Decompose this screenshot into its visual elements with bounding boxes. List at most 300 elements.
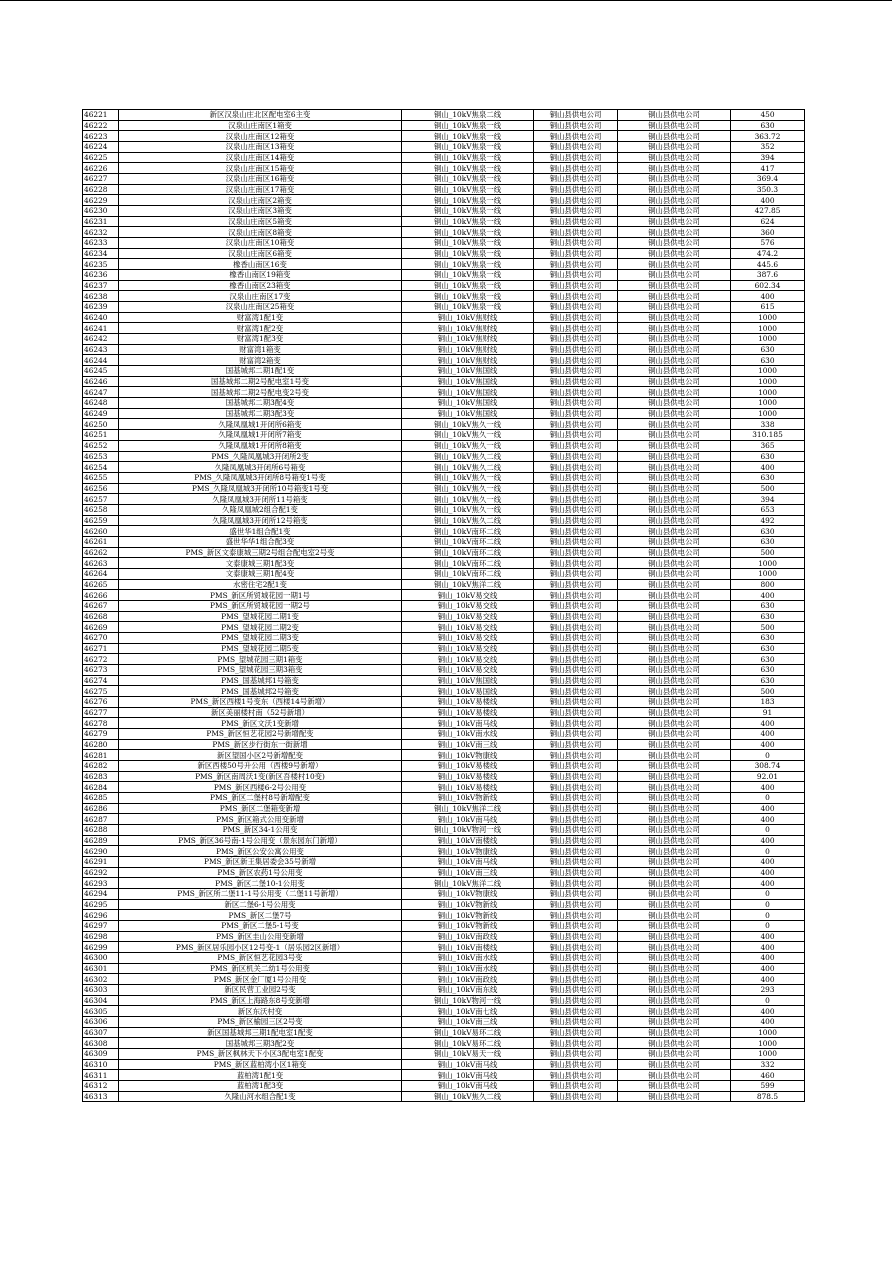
- feeder-line-cell: 铜山_10kV易楼线: [402, 760, 534, 771]
- unit-cell: 铜山县供电公司: [534, 867, 618, 878]
- unit-cell: 铜山县供电公司: [534, 323, 618, 334]
- transformer-name-cell: 久隆凤凰城1开闭所8箱变: [119, 440, 402, 451]
- capacity-cell: 653: [731, 504, 805, 515]
- capacity-cell: 365: [731, 440, 805, 451]
- table-row: [83, 472, 805, 483]
- unit-cell: 铜山县供电公司: [534, 376, 618, 387]
- owner-unit-cell: 铜山县供电公司: [618, 195, 731, 206]
- table-row: [83, 739, 805, 750]
- capacity-cell: 400: [731, 814, 805, 825]
- owner-unit-cell: 铜山县供电公司: [618, 163, 731, 174]
- table-row: [83, 270, 805, 281]
- owner-unit-cell: 铜山县供电公司: [618, 302, 731, 313]
- unit-cell: 铜山县供电公司: [534, 664, 618, 675]
- feeder-line-cell: 铜山_10kV焦久一线: [402, 472, 534, 483]
- table-row: [83, 430, 805, 441]
- table-row: [83, 590, 805, 601]
- unit-cell: 铜山县供电公司: [534, 995, 618, 1006]
- transformer-name-cell: 国基城邦二期2号配电变2号变: [119, 387, 402, 398]
- unit-cell: 铜山县供电公司: [534, 163, 618, 174]
- unit-cell: 铜山县供电公司: [534, 686, 618, 697]
- row-id-cell: 46258: [83, 504, 119, 515]
- feeder-line-cell: 铜山_10kV易楼线: [402, 707, 534, 718]
- feeder-line-cell: 铜山_10kV南政线: [402, 974, 534, 985]
- unit-cell: 铜山县供电公司: [534, 547, 618, 558]
- row-id-cell: 46308: [83, 1038, 119, 1049]
- transformer-name-cell: PMS_新区公安公寓公用变: [119, 846, 402, 857]
- owner-unit-cell: 铜山县供电公司: [618, 1038, 731, 1049]
- row-id-cell: 46260: [83, 526, 119, 537]
- owner-unit-cell: 铜山县供电公司: [618, 590, 731, 601]
- transformer-name-cell: 新区望国小区2号新增配变: [119, 750, 402, 761]
- transformer-name-cell: PMS_新区金厂厦1号公用变: [119, 974, 402, 985]
- owner-unit-cell: 铜山县供电公司: [618, 248, 731, 259]
- unit-cell: 铜山县供电公司: [534, 643, 618, 654]
- row-id-cell: 46254: [83, 462, 119, 473]
- owner-unit-cell: 铜山县供电公司: [618, 632, 731, 643]
- row-id-cell: 46240: [83, 312, 119, 323]
- feeder-line-cell: 铜山_10kV易交线: [402, 600, 534, 611]
- unit-cell: 铜山县供电公司: [534, 814, 618, 825]
- owner-unit-cell: 铜山县供电公司: [618, 291, 731, 302]
- transformer-name-cell: 汉泉山庄南区10箱变: [119, 238, 402, 249]
- feeder-line-cell: 铜山_10kV物河一线: [402, 825, 534, 836]
- owner-unit-cell: 铜山县供电公司: [618, 515, 731, 526]
- owner-unit-cell: 铜山县供电公司: [618, 1070, 731, 1081]
- transformer-name-cell: PMS_新区蓝柏湾小区1箱变: [119, 1059, 402, 1070]
- capacity-cell: 0: [731, 899, 805, 910]
- table-row: [83, 611, 805, 622]
- owner-unit-cell: 铜山县供电公司: [618, 472, 731, 483]
- row-id-cell: 46249: [83, 408, 119, 419]
- row-id-cell: 46239: [83, 302, 119, 313]
- capacity-cell: 630: [731, 654, 805, 665]
- capacity-cell: 1000: [731, 1049, 805, 1060]
- row-id-cell: 46225: [83, 152, 119, 163]
- table-row: [83, 963, 805, 974]
- feeder-line-cell: 铜山_10kV易交线: [402, 622, 534, 633]
- capacity-cell: 630: [731, 120, 805, 131]
- unit-cell: 铜山县供电公司: [534, 1070, 618, 1081]
- table-row: [83, 536, 805, 547]
- unit-cell: 铜山县供电公司: [534, 142, 618, 153]
- owner-unit-cell: 铜山县供电公司: [618, 430, 731, 441]
- table-row: [83, 643, 805, 654]
- capacity-cell: 400: [731, 942, 805, 953]
- row-id-cell: 46245: [83, 366, 119, 377]
- table-row: [83, 899, 805, 910]
- feeder-line-cell: 铜山_10kV物新线: [402, 910, 534, 921]
- row-id-cell: 46304: [83, 995, 119, 1006]
- unit-cell: 铜山县供电公司: [534, 611, 618, 622]
- unit-cell: 铜山县供电公司: [534, 835, 618, 846]
- row-id-cell: 46311: [83, 1070, 119, 1081]
- feeder-line-cell: 铜山_10kV南环二线: [402, 547, 534, 558]
- transformer-name-cell: 汉泉山庄南区8箱变: [119, 227, 402, 238]
- table-row: [83, 1017, 805, 1028]
- feeder-line-cell: 铜山_10kV易国线: [402, 686, 534, 697]
- unit-cell: 铜山县供电公司: [534, 739, 618, 750]
- transformer-name-cell: PMS_新区南周沃1变(新区吾楼村10变): [119, 771, 402, 782]
- transformer-name-cell: 汉泉山庄南区25箱变: [119, 302, 402, 313]
- transformer-name-cell: PMS_新区新王集居委会35号新增: [119, 857, 402, 868]
- capacity-cell: 400: [731, 718, 805, 729]
- capacity-cell: 400: [731, 462, 805, 473]
- table-row: [83, 867, 805, 878]
- feeder-line-cell: 铜山_10kV易交线: [402, 611, 534, 622]
- unit-cell: 铜山县供电公司: [534, 750, 618, 761]
- owner-unit-cell: 铜山县供电公司: [618, 750, 731, 761]
- transformer-name-cell: PMS_新区榆园三区2号变: [119, 1017, 402, 1028]
- feeder-line-cell: 铜山_10kV焦泉一线: [402, 142, 534, 153]
- feeder-line-cell: 铜山_10kV焦久一线: [402, 504, 534, 515]
- transformer-name-cell: PMS_望城花园二期1变: [119, 611, 402, 622]
- unit-cell: 铜山县供电公司: [534, 942, 618, 953]
- owner-unit-cell: 铜山县供电公司: [618, 206, 731, 217]
- owner-unit-cell: 铜山县供电公司: [618, 312, 731, 323]
- unit-cell: 铜山县供电公司: [534, 515, 618, 526]
- owner-unit-cell: 铜山县供电公司: [618, 739, 731, 750]
- capacity-cell: 1000: [731, 376, 805, 387]
- capacity-cell: 0: [731, 910, 805, 921]
- unit-cell: 铜山县供电公司: [534, 590, 618, 601]
- transformer-name-cell: 盛世华华1组合配3变: [119, 536, 402, 547]
- table-row: [83, 195, 805, 206]
- table-row: [83, 142, 805, 153]
- feeder-line-cell: 铜山_10kV焦泉二线: [402, 110, 534, 121]
- transformer-name-cell: PMS_国基城邦2号箱变: [119, 686, 402, 697]
- transformer-name-cell: 汉泉山庄南区6箱变: [119, 248, 402, 259]
- unit-cell: 铜山县供电公司: [534, 782, 618, 793]
- table-row: [83, 953, 805, 964]
- owner-unit-cell: 铜山县供电公司: [618, 440, 731, 451]
- owner-unit-cell: 铜山县供电公司: [618, 921, 731, 932]
- table-row: [83, 696, 805, 707]
- row-id-cell: 46312: [83, 1081, 119, 1092]
- owner-unit-cell: 铜山县供电公司: [618, 942, 731, 953]
- table-row: [83, 579, 805, 590]
- unit-cell: 铜山县供电公司: [534, 366, 618, 377]
- feeder-line-cell: 铜山_10kV焦泉一线: [402, 291, 534, 302]
- transformer-name-cell: PMS_新区二堡村8号新增配变: [119, 793, 402, 804]
- capacity-cell: 394: [731, 494, 805, 505]
- owner-unit-cell: 铜山县供电公司: [618, 846, 731, 857]
- transformer-name-cell: 橡香山南区16变: [119, 259, 402, 270]
- row-id-cell: 46291: [83, 857, 119, 868]
- feeder-line-cell: 铜山_10kV焦泉一线: [402, 227, 534, 238]
- table-row: [83, 462, 805, 473]
- transformer-name-cell: 新区汉泉山庄北区配电室6主变: [119, 110, 402, 121]
- unit-cell: 铜山县供电公司: [534, 963, 618, 974]
- transformer-name-cell: PMS_新区居乐园小区12号变-1（居乐园2区新增）: [119, 942, 402, 953]
- transformer-name-cell: 汉泉山庄南区2箱变: [119, 195, 402, 206]
- row-id-cell: 46246: [83, 376, 119, 387]
- table-row: [83, 280, 805, 291]
- unit-cell: 铜山县供电公司: [534, 238, 618, 249]
- capacity-cell: 630: [731, 451, 805, 462]
- feeder-line-cell: 铜山_10kV焦泉一线: [402, 302, 534, 313]
- unit-cell: 铜山县供电公司: [534, 878, 618, 889]
- capacity-cell: 400: [731, 1006, 805, 1017]
- owner-unit-cell: 铜山县供电公司: [618, 344, 731, 355]
- transformer-name-cell: PMS_久隆凤凰城3开闭所8号箱变1号变: [119, 472, 402, 483]
- table-row: [83, 259, 805, 270]
- transformer-name-cell: 久隆凤凰城3开闭所6号箱变: [119, 462, 402, 473]
- feeder-line-cell: 铜山_10kV焦泉一线: [402, 152, 534, 163]
- owner-unit-cell: 铜山县供电公司: [618, 494, 731, 505]
- feeder-line-cell: 铜山_10kV南水线: [402, 953, 534, 964]
- table-row: [83, 622, 805, 633]
- unit-cell: 铜山县供电公司: [534, 355, 618, 366]
- row-id-cell: 46241: [83, 323, 119, 334]
- table-row: [83, 995, 805, 1006]
- capacity-cell: 400: [731, 835, 805, 846]
- owner-unit-cell: 铜山县供电公司: [618, 878, 731, 889]
- feeder-line-cell: 铜山_10kV焦泉一线: [402, 195, 534, 206]
- table-body: [83, 110, 805, 1102]
- capacity-cell: 602.34: [731, 280, 805, 291]
- capacity-cell: 630: [731, 344, 805, 355]
- unit-cell: 铜山县供电公司: [534, 259, 618, 270]
- row-id-cell: 46251: [83, 430, 119, 441]
- feeder-line-cell: 铜山_10kV焦久二线: [402, 451, 534, 462]
- row-id-cell: 46256: [83, 483, 119, 494]
- unit-cell: 铜山县供电公司: [534, 206, 618, 217]
- row-id-cell: 46294: [83, 889, 119, 900]
- unit-cell: 铜山县供电公司: [534, 398, 618, 409]
- unit-cell: 铜山县供电公司: [534, 312, 618, 323]
- owner-unit-cell: 铜山县供电公司: [618, 696, 731, 707]
- capacity-cell: 630: [731, 355, 805, 366]
- capacity-cell: 400: [731, 974, 805, 985]
- unit-cell: 铜山县供电公司: [534, 846, 618, 857]
- unit-cell: 铜山县供电公司: [534, 696, 618, 707]
- row-id-cell: 46288: [83, 825, 119, 836]
- owner-unit-cell: 铜山县供电公司: [618, 270, 731, 281]
- feeder-line-cell: 铜山_10kV焦泉一线: [402, 259, 534, 270]
- unit-cell: 铜山县供电公司: [534, 184, 618, 195]
- feeder-line-cell: 铜山_10kV焦泉一线: [402, 238, 534, 249]
- row-id-cell: 46244: [83, 355, 119, 366]
- transformer-name-cell: 财富湾1配2变: [119, 323, 402, 334]
- unit-cell: 铜山县供电公司: [534, 419, 618, 430]
- owner-unit-cell: 铜山县供电公司: [618, 280, 731, 291]
- owner-unit-cell: 铜山县供电公司: [618, 451, 731, 462]
- table-row: [83, 451, 805, 462]
- transformer-name-cell: 财富湾1箱变: [119, 344, 402, 355]
- table-row: [83, 110, 805, 121]
- capacity-cell: 1000: [731, 568, 805, 579]
- feeder-line-cell: 铜山_10kV南东线: [402, 985, 534, 996]
- table-row: [83, 771, 805, 782]
- capacity-cell: 630: [731, 632, 805, 643]
- row-id-cell: 46274: [83, 675, 119, 686]
- capacity-cell: 1000: [731, 398, 805, 409]
- feeder-line-cell: 铜山_10kV焦泉一线: [402, 216, 534, 227]
- table-row: [83, 803, 805, 814]
- row-id-cell: 46223: [83, 131, 119, 142]
- owner-unit-cell: 铜山县供电公司: [618, 611, 731, 622]
- transformer-name-cell: 蓝柏湾1配1变: [119, 1070, 402, 1081]
- capacity-cell: 387.6: [731, 270, 805, 281]
- capacity-cell: 0: [731, 921, 805, 932]
- owner-unit-cell: 铜山县供电公司: [618, 931, 731, 942]
- row-id-cell: 46264: [83, 568, 119, 579]
- row-id-cell: 46278: [83, 718, 119, 729]
- transformer-name-cell: 汉泉山庄南区3箱变: [119, 206, 402, 217]
- owner-unit-cell: 铜山县供电公司: [618, 654, 731, 665]
- table-row: [83, 494, 805, 505]
- feeder-line-cell: 铜山_10kV焦泉一线: [402, 120, 534, 131]
- capacity-cell: 427.85: [731, 206, 805, 217]
- table-row: [83, 718, 805, 729]
- owner-unit-cell: 铜山县供电公司: [618, 526, 731, 537]
- owner-unit-cell: 铜山县供电公司: [618, 216, 731, 227]
- transformer-name-cell: 国基城邦二期2号配电室1号变: [119, 376, 402, 387]
- row-id-cell: 46221: [83, 110, 119, 121]
- capacity-cell: 352: [731, 142, 805, 153]
- feeder-line-cell: 铜山_10kV易楼线: [402, 782, 534, 793]
- transformer-name-cell: PMS_望城花园二期5变: [119, 643, 402, 654]
- owner-unit-cell: 铜山县供电公司: [618, 835, 731, 846]
- table-row: [83, 1081, 805, 1092]
- transformer-name-cell: 久隆凤凰城3开闭所12号箱变: [119, 515, 402, 526]
- feeder-line-cell: 铜山_10kV焦泉一线: [402, 248, 534, 259]
- owner-unit-cell: 铜山县供电公司: [618, 174, 731, 185]
- row-id-cell: 46227: [83, 174, 119, 185]
- transformer-name-cell: PMS_新区圭山公用变新增: [119, 931, 402, 942]
- table-row: [83, 857, 805, 868]
- transformer-name-cell: 久隆凤凰城2组合配1变: [119, 504, 402, 515]
- unit-cell: 铜山县供电公司: [534, 857, 618, 868]
- table-row: [83, 387, 805, 398]
- transformer-name-cell: PMS_望城花园二期2变: [119, 622, 402, 633]
- unit-cell: 铜山县供电公司: [534, 1049, 618, 1060]
- unit-cell: 铜山县供电公司: [534, 526, 618, 537]
- capacity-cell: 630: [731, 611, 805, 622]
- capacity-cell: 400: [731, 728, 805, 739]
- feeder-line-cell: 铜山_10kV焦久一线: [402, 430, 534, 441]
- feeder-line-cell: 铜山_10kV焦财线: [402, 344, 534, 355]
- table-row: [83, 238, 805, 249]
- unit-cell: 铜山县供电公司: [534, 216, 618, 227]
- row-id-cell: 46224: [83, 142, 119, 153]
- row-id-cell: 46232: [83, 227, 119, 238]
- capacity-cell: 0: [731, 846, 805, 857]
- transformer-name-cell: 新区东沃村变: [119, 1006, 402, 1017]
- owner-unit-cell: 铜山县供电公司: [618, 857, 731, 868]
- feeder-line-cell: 铜山_10kV焦财线: [402, 334, 534, 345]
- capacity-cell: 0: [731, 825, 805, 836]
- capacity-cell: 360: [731, 227, 805, 238]
- feeder-line-cell: 铜山_10kV焦久一线: [402, 419, 534, 430]
- row-id-cell: 46250: [83, 419, 119, 430]
- row-id-cell: 46290: [83, 846, 119, 857]
- table-row: [83, 483, 805, 494]
- feeder-line-cell: 铜山_10kV焦泉一线: [402, 184, 534, 195]
- owner-unit-cell: 铜山县供电公司: [618, 334, 731, 345]
- transformer-name-cell: PMS_新区西楼6-2号公用变: [119, 782, 402, 793]
- transformer-name-cell: 橡香山南区23箱变: [119, 280, 402, 291]
- capacity-cell: 599: [731, 1081, 805, 1092]
- unit-cell: 铜山县供电公司: [534, 270, 618, 281]
- feeder-line-cell: 铜山_10kV焦久二线: [402, 1091, 534, 1102]
- owner-unit-cell: 铜山县供电公司: [618, 1059, 731, 1070]
- owner-unit-cell: 铜山县供电公司: [618, 398, 731, 409]
- transformer-name-cell: 文泰康城三期1配4变: [119, 568, 402, 579]
- feeder-line-cell: 铜山_10kV焦财线: [402, 323, 534, 334]
- capacity-cell: 1000: [731, 323, 805, 334]
- table-row: [83, 942, 805, 953]
- table-row: [83, 1038, 805, 1049]
- owner-unit-cell: 铜山县供电公司: [618, 536, 731, 547]
- row-id-cell: 46283: [83, 771, 119, 782]
- feeder-line-cell: 铜山_10kV易环二线: [402, 1027, 534, 1038]
- capacity-cell: 500: [731, 686, 805, 697]
- capacity-cell: 878.5: [731, 1091, 805, 1102]
- feeder-line-cell: 铜山_10kV焦泉一线: [402, 270, 534, 281]
- owner-unit-cell: 铜山县供电公司: [618, 1091, 731, 1102]
- capacity-cell: 400: [731, 195, 805, 206]
- table-row: [83, 707, 805, 718]
- owner-unit-cell: 铜山县供电公司: [618, 867, 731, 878]
- capacity-cell: 0: [731, 750, 805, 761]
- feeder-line-cell: 铜山_10kV易环二线: [402, 1038, 534, 1049]
- owner-unit-cell: 铜山县供电公司: [618, 376, 731, 387]
- owner-unit-cell: 铜山县供电公司: [618, 664, 731, 675]
- unit-cell: 铜山县供电公司: [534, 718, 618, 729]
- feeder-line-cell: 铜山_10kV南三线: [402, 867, 534, 878]
- unit-cell: 铜山县供电公司: [534, 974, 618, 985]
- transformer-name-cell: 国基城邦二期3配3变: [119, 408, 402, 419]
- table-row: [83, 366, 805, 377]
- owner-unit-cell: 铜山县供电公司: [618, 227, 731, 238]
- table-row: [83, 664, 805, 675]
- owner-unit-cell: 铜山县供电公司: [618, 558, 731, 569]
- feeder-line-cell: 铜山_10kV焦国线: [402, 366, 534, 377]
- feeder-line-cell: 铜山_10kV南马线: [402, 1059, 534, 1070]
- table-row: [83, 600, 805, 611]
- table-row: [83, 174, 805, 185]
- capacity-cell: 630: [731, 536, 805, 547]
- unit-cell: 铜山县供电公司: [534, 1059, 618, 1070]
- capacity-cell: 615: [731, 302, 805, 313]
- transformer-name-cell: PMS_新区机关二幼1号公用变: [119, 963, 402, 974]
- capacity-cell: 400: [731, 931, 805, 942]
- unit-cell: 铜山县供电公司: [534, 494, 618, 505]
- table-row: [83, 1049, 805, 1060]
- owner-unit-cell: 铜山县供电公司: [618, 995, 731, 1006]
- transformer-name-cell: PMS_望城花园三期3箱变: [119, 664, 402, 675]
- owner-unit-cell: 铜山县供电公司: [618, 1027, 731, 1038]
- row-id-cell: 46265: [83, 579, 119, 590]
- capacity-cell: 1000: [731, 1038, 805, 1049]
- row-id-cell: 46272: [83, 654, 119, 665]
- unit-cell: 铜山县供电公司: [534, 291, 618, 302]
- table-row: [83, 398, 805, 409]
- unit-cell: 铜山县供电公司: [534, 825, 618, 836]
- unit-cell: 铜山县供电公司: [534, 504, 618, 515]
- feeder-line-cell: 铜山_10kV物康线: [402, 846, 534, 857]
- capacity-cell: 400: [731, 291, 805, 302]
- table-row: [83, 355, 805, 366]
- feeder-line-cell: 铜山_10kV南楼线: [402, 835, 534, 846]
- owner-unit-cell: 铜山县供电公司: [618, 974, 731, 985]
- owner-unit-cell: 铜山县供电公司: [618, 889, 731, 900]
- row-id-cell: 46234: [83, 248, 119, 259]
- transformer-name-cell: PMS_久隆凤凰城3开闭所2变: [119, 451, 402, 462]
- owner-unit-cell: 铜山县供电公司: [618, 483, 731, 494]
